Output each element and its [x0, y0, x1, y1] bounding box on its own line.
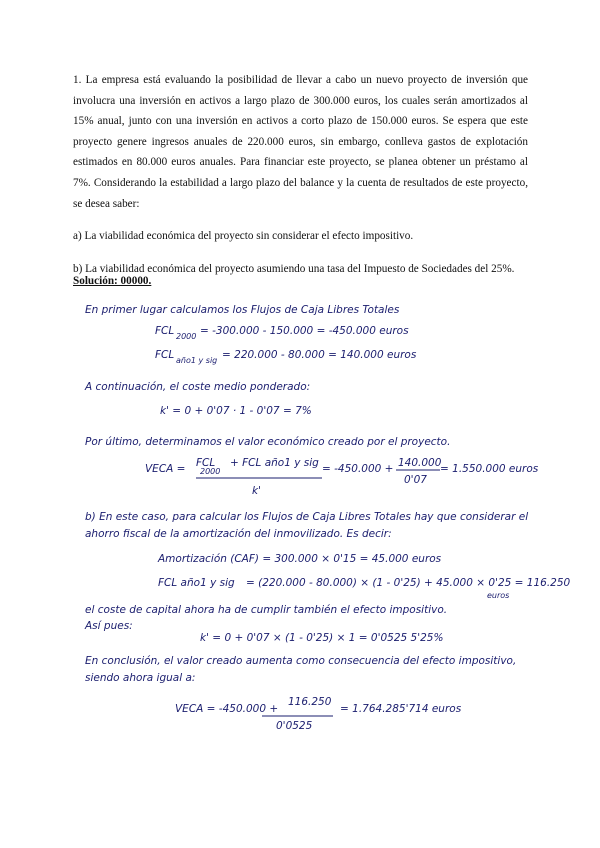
- solution-heading: Solución: 00000.: [73, 275, 152, 287]
- hw-fcl0-label: FCL: [155, 325, 175, 337]
- hw-k2-expr: k' = 0 + 0'07 × (1 - 0'25) × 1 = 0'0525 5'25%: [200, 632, 444, 644]
- problem-statement: 1. La empresa está evaluando la posibilidad de llevar a cabo un nuevo proyecto de inversión que involucra una inversión en activos a largo plazo de 300.000 euros, los cuales serán amortizados al 15% anual, junto con una inversión en activos a corto plazo de 150.000 euros. Se espera que este proyecto genere ingresos anuales de 220.000 euros, sin embargo, conlleva gastos de explotación estimados en 80.000 euros anuales. Para financiar este proyecto, se planea obtener un préstamo al 7%. Considerando la estabilidad a largo plazo del balance y la cuenta de resultados de este proyecto, se desea saber:: [73, 74, 528, 210]
- hw-conclusion-line1: En conclusión, el valor creado aumenta como consecuencia del efecto impositivo,: [85, 655, 517, 667]
- hw-vec2-num: 116.250: [288, 696, 332, 708]
- hw-fcl0-expr: = -300.000 - 150.000 = -450.000 euros: [200, 325, 409, 337]
- hw-amort-expr: Amortización (CAF) = 300.000 × 0'15 = 45.000 euros: [158, 553, 442, 565]
- hw-vec-result: = 1.550.000 euros: [440, 463, 539, 475]
- hw-vec-label: VECA =: [145, 463, 186, 475]
- hw-vec-frac-den: 0'07: [404, 474, 427, 486]
- hw-fcl0-sub: 2000: [176, 332, 197, 341]
- hw-vec2-label: VECA = -450.000 +: [175, 703, 279, 715]
- hw-line-intro: En primer lugar calculamos los Flujos de Caja Libres Totales: [85, 304, 400, 316]
- hw-fcl1-label: FCL: [155, 349, 175, 361]
- hw-vec-den: k': [252, 485, 261, 497]
- hw-part-b-line2: ahorro fiscal de la amortización del inmovilizado. Es decir:: [85, 528, 392, 540]
- hw-line-wacc-intro: A continuación, el coste medio ponderado:: [85, 381, 311, 393]
- hw-fcl1-sub: año1 y sig: [176, 356, 218, 365]
- hw-asi-pues: Así pues:: [85, 620, 133, 632]
- hw-vec2-result: = 1.764.285'714 euros: [340, 703, 462, 715]
- hw-vec-num-right: + FCL año1 y sig: [230, 457, 319, 469]
- hw-fcl2-label: FCL año1 y sig: [158, 577, 235, 589]
- hw-line-value-intro: Por último, determinamos el valor económico creado por el proyecto.: [85, 436, 451, 448]
- hw-k-expr: k' = 0 + 0'07 · 1 - 0'07 = 7%: [160, 405, 312, 417]
- question-a: a) La viabilidad económica del proyecto sin considerar el efecto impositivo.: [73, 230, 414, 243]
- hw-coste-capital-line: el coste de capital ahora ha de cumplir también el efecto impositivo.: [85, 604, 448, 616]
- hw-vec2-den1: 0'0525: [276, 720, 313, 732]
- hw-part-b-line1: b) En este caso, para calcular los Flujos de Caja Libres Totales hay que considerar el: [85, 511, 529, 523]
- hw-fcl2-unit: euros: [487, 591, 510, 600]
- hw-vec-num-left: FCL: [196, 457, 216, 469]
- hw-fcl1-expr: = 220.000 - 80.000 = 140.000 euros: [222, 349, 417, 361]
- hw-vec-mid: = -450.000 +: [322, 463, 394, 475]
- question-b: b) La viabilidad económica del proyecto asumiendo una tasa del Impuesto de Sociedades del 25%.: [73, 262, 515, 275]
- hw-vec-frac-num: 140.000: [398, 457, 442, 469]
- hw-conclusion-line2: siendo ahora igual a:: [85, 672, 196, 684]
- hw-fcl2-expr: = (220.000 - 80.000) × (1 - 0'25) + 45.000 × 0'25 = 116.250: [246, 577, 571, 589]
- hw-vec-num-sub-left: 2000: [200, 467, 221, 476]
